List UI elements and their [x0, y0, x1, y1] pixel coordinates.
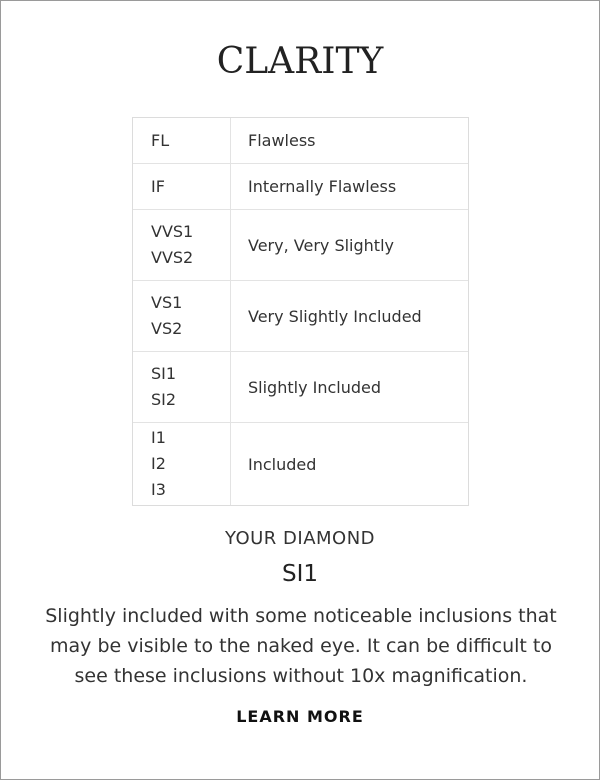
- grade-code-cell: [133, 210, 231, 280]
- grade-code: VS2: [151, 319, 183, 338]
- grade-label: Slightly Included: [248, 377, 382, 397]
- grade-label: Internally Flawless: [248, 177, 397, 196]
- grade-label: Included: [248, 454, 317, 474]
- your-diamond-label: YOUR DIAMOND: [224, 528, 376, 549]
- grade-code-cell: [133, 352, 231, 422]
- grade-code-cell: [133, 423, 231, 505]
- grade-code: SI1: [151, 364, 177, 383]
- grade-code: SI2: [151, 390, 177, 409]
- panel-title: CLARITY: [216, 41, 384, 82]
- learn-more-button[interactable]: LEARN MORE: [1, 707, 599, 726]
- grade-code-cell: [133, 118, 231, 163]
- grade-code: I1: [151, 428, 166, 447]
- grade-code: VVS1: [151, 222, 194, 241]
- clarity-grade-table: [132, 117, 469, 506]
- grade-code: VS1: [151, 293, 183, 312]
- grade-code: VVS2: [151, 248, 194, 267]
- grade-row: [133, 280, 468, 351]
- grade-code: IF: [151, 176, 165, 196]
- grade-row: [133, 422, 468, 505]
- grade-code: I2: [151, 454, 166, 473]
- grade-row: [133, 163, 468, 209]
- grade-code: FL: [151, 130, 170, 150]
- your-diamond-grade: SI1: [281, 561, 319, 587]
- grade-row: [133, 118, 468, 163]
- grade-row: [133, 209, 468, 280]
- grade-description: Slightly included with some noticeable inclusions that may be visible to the naked eye. It can be difficult to see these inclusions without 10x magnification.: [45, 605, 557, 687]
- grade-label: Flawless: [248, 131, 316, 150]
- grade-code-cell: [133, 164, 231, 209]
- grade-code-cell: [133, 281, 231, 351]
- grade-label: Very, Very Slightly: [248, 235, 394, 255]
- grade-row: [133, 351, 468, 422]
- grade-label: Very Slightly Included: [248, 306, 422, 326]
- grade-code: I3: [151, 480, 166, 499]
